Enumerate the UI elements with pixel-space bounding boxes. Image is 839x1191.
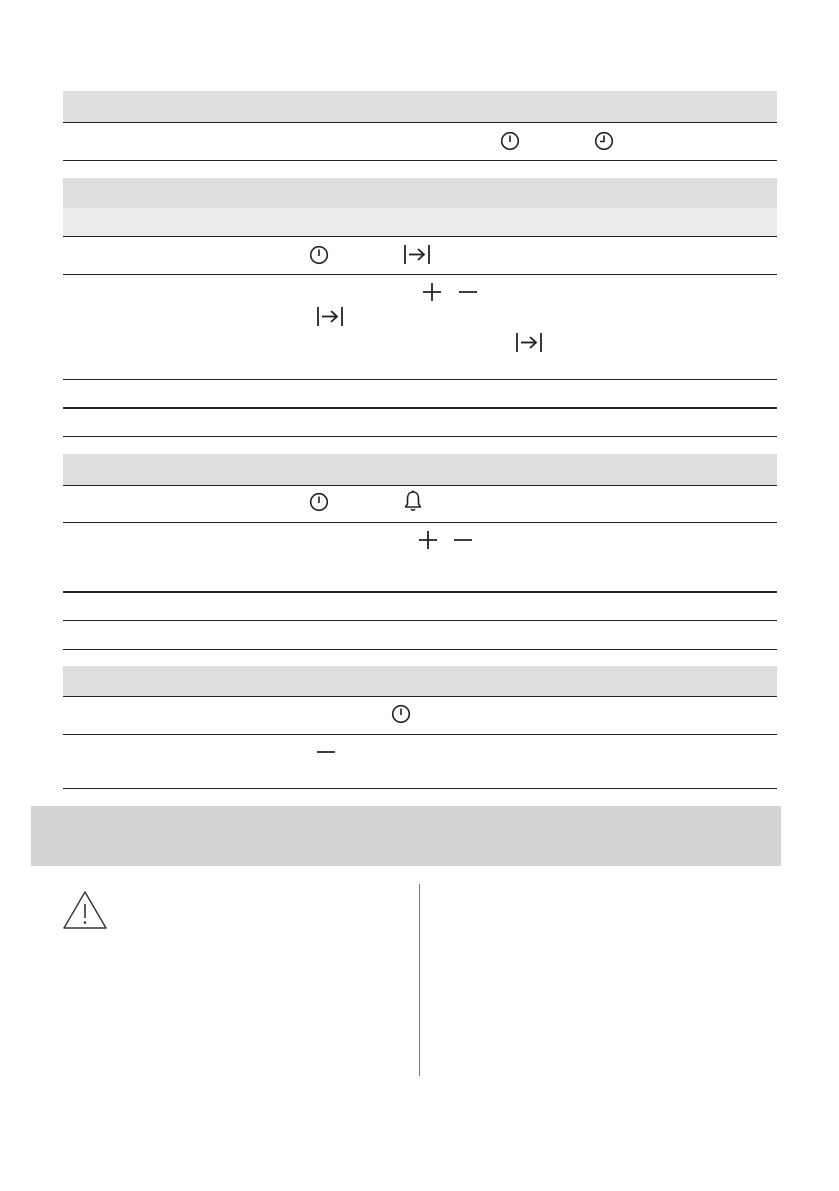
- clock-icon: [391, 704, 411, 724]
- table3-rule: [63, 522, 777, 523]
- table4-rule: [63, 696, 777, 697]
- minus-icon: [458, 282, 478, 302]
- table4-header-band: [63, 666, 777, 696]
- table4-rule: [63, 788, 777, 789]
- table2-header-band: [63, 178, 777, 208]
- table3-rule: [63, 485, 777, 486]
- end-arrow-icon: [316, 306, 344, 327]
- clock-icon: [309, 492, 329, 512]
- section-heading-bar: [31, 806, 781, 866]
- warning-triangle-icon: [62, 890, 108, 930]
- minus-icon: [453, 530, 473, 550]
- table3-rule: [63, 649, 777, 650]
- clock-icon: [500, 131, 520, 151]
- table3-rule: [63, 620, 777, 621]
- table3-header-band: [63, 454, 777, 485]
- end-arrow-icon: [515, 332, 543, 353]
- table2-rule: [63, 236, 777, 237]
- table2-rule: [63, 274, 777, 275]
- table2-rule-bold: [63, 407, 777, 409]
- table1-rule: [63, 122, 777, 123]
- table2-subheader-band: [63, 208, 777, 236]
- clock-hand-icon: [594, 131, 614, 151]
- table1-header-band: [63, 91, 777, 122]
- clock-icon: [309, 245, 329, 265]
- bell-icon: [403, 490, 423, 512]
- table2-rule: [63, 379, 777, 380]
- plus-icon: [418, 530, 438, 550]
- table3-rule-bold: [63, 591, 777, 593]
- table2-rule: [63, 436, 777, 437]
- minus-icon: [316, 742, 336, 762]
- table1-rule: [63, 160, 777, 161]
- end-arrow-icon: [403, 244, 431, 265]
- table4-rule: [63, 734, 777, 735]
- plus-icon: [422, 282, 442, 302]
- column-divider: [419, 884, 420, 1076]
